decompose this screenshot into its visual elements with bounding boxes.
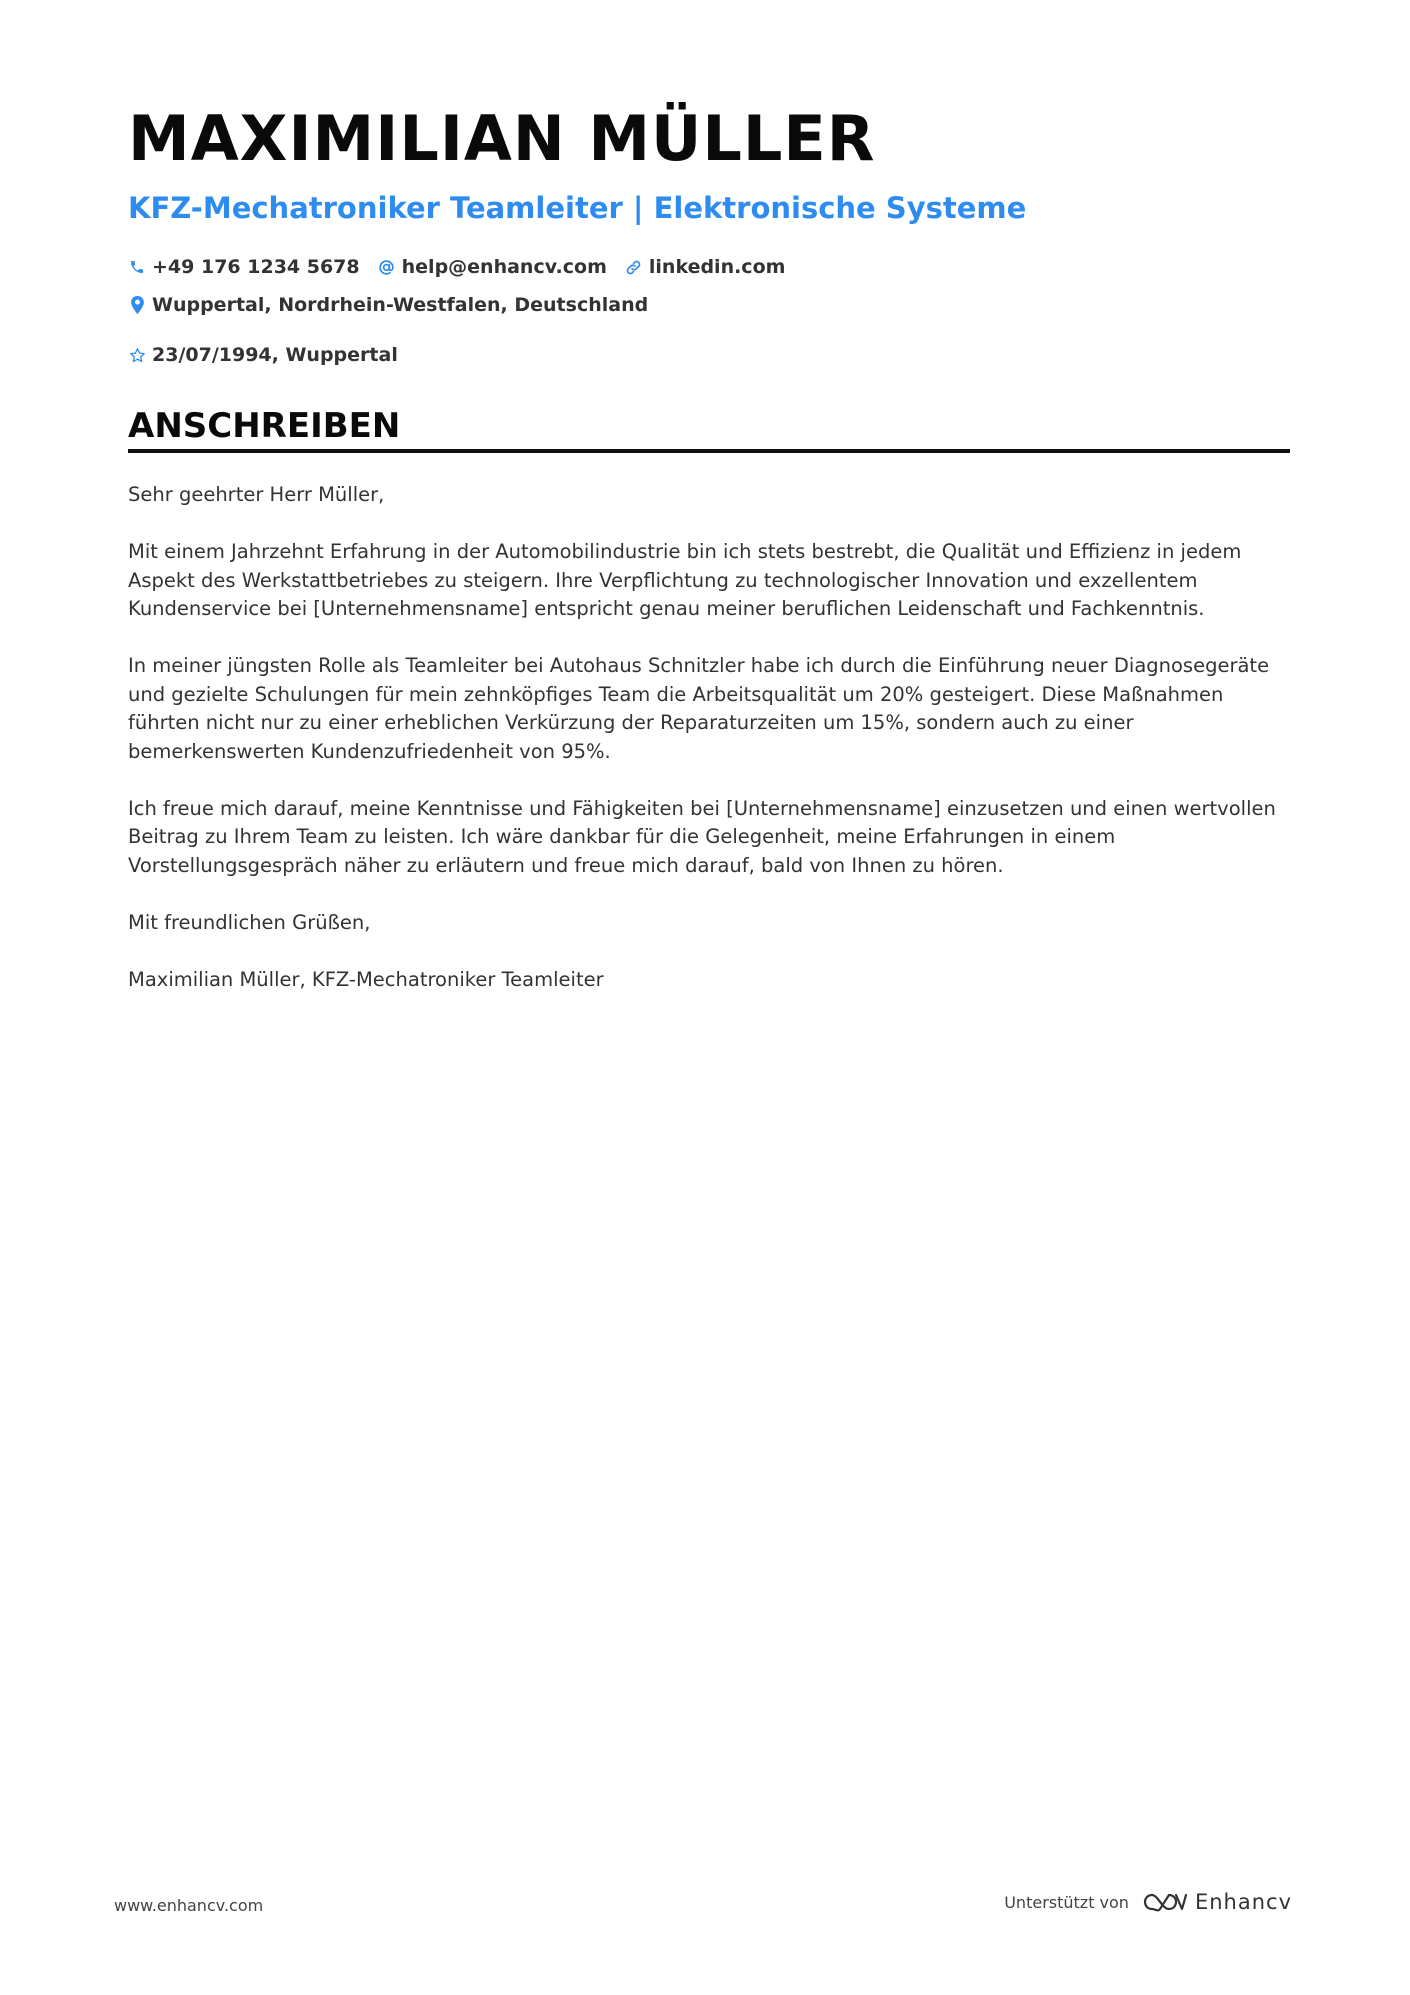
contact-phone [128, 254, 360, 280]
phone-icon [128, 258, 146, 276]
contact-info [128, 254, 1290, 368]
letter-paragraph: Mit einem Jahrzehnt Erfahrung in der Automobilindustrie bin ich stets bestrebt, die Qualität und Effizienz in jedem Aspekt des Werkstattbetriebes zu steigern. Ihre Verpflichtung zu technologischer Innovation und exzellentem Kundenservice bei [Unternehmensname] entspricht genau meiner beruflichen Leidenschaft und Fachkenntnis. [128, 540, 1242, 620]
contact-birth-text: 23/07/1994, Wuppertal [152, 344, 398, 366]
location-pin-icon [128, 296, 146, 314]
contact-location [128, 292, 648, 318]
candidate-name: MAXIMILIAN MÜLLER [128, 102, 876, 175]
link-icon [625, 258, 643, 276]
letter-paragraph: In meiner jüngsten Rolle als Teamleiter bei Autohaus Schnitzler habe ich durch die Einführung neuer Diagnosegeräte und gezielte Schulungen für mein zehnköpfiges Team die Arbeitsqualität um 20% gesteigert. Diese Maßnahmen führten nicht nur zu einer erheblichen Verkürzung der Reparaturzeiten um 15%, sondern auch zu einer bemerkenswerten Kundenzufriedenheit von 95%. [128, 654, 1270, 763]
contact-linkedin-text: linkedin.com [648, 256, 786, 278]
contact-location-text: Wuppertal, Nordrhein-Westfalen, Deutschland [152, 294, 649, 316]
letter-salutation: Sehr geehrter Herr Müller, [128, 483, 385, 506]
contact-linkedin[interactable] [625, 254, 786, 280]
at-icon [378, 258, 396, 276]
contact-email-text: help@enhancv.com [401, 256, 607, 278]
letter-paragraph: Ich freue mich darauf, meine Kenntnisse und Fähigkeiten bei [Unternehmensname] einzusetzen und einen wertvollen Beitrag zu Ihrem Team zu leisten. Ich wäre dankbar für die Gelegenheit, meine Erfahrungen in einem Vorstellungsgespräch näher zu erläutern und freue mich darauf, bald von Ihnen zu hören. [128, 796, 1276, 877]
letter-signature: Maximilian Müller, KFZ-Mechatroniker Teamleiter [128, 967, 604, 991]
enhancv-logo-text: Enhancv [1194, 1890, 1292, 1914]
letter-body [128, 481, 1290, 1023]
footer-branding[interactable] [1004, 1890, 1292, 1914]
contact-email[interactable] [378, 254, 607, 280]
contact-phone-text: +49 176 1234 5678 [152, 256, 360, 278]
letter-closing: Mit freundlichen Grüßen, [128, 910, 371, 934]
section-divider [128, 449, 1290, 453]
star-icon [128, 346, 146, 364]
contact-birth [128, 342, 398, 368]
job-title: KFZ-Mechatroniker Teamleiter | Elektronische Systeme [128, 191, 1027, 225]
section-title: ANSCHREIBEN [128, 406, 401, 446]
powered-by-label: Unterstützt von [1004, 1892, 1129, 1912]
enhancv-logo-icon [1141, 1890, 1187, 1914]
footer-website-link[interactable]: www.enhancv.com [114, 1896, 264, 1915]
